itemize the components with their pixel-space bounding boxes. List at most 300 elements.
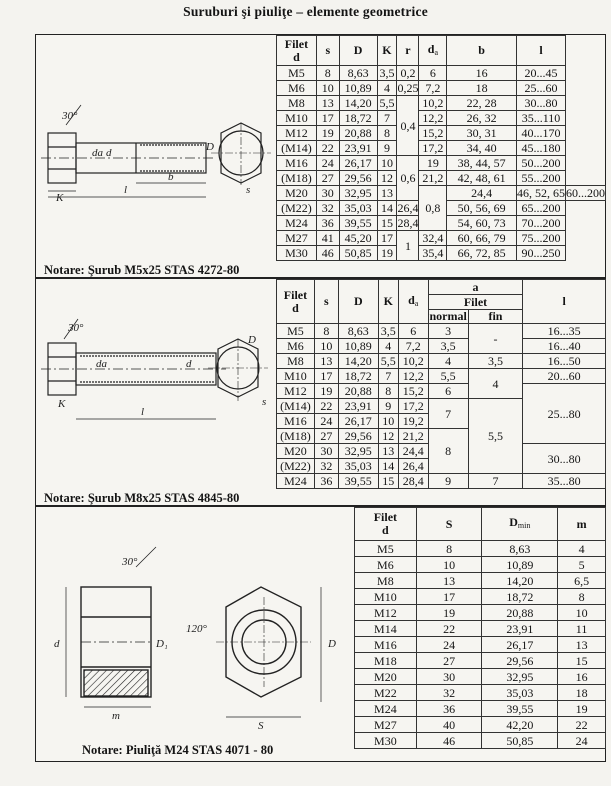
cell-l: 70...200 [516,216,565,231]
cell-S: 8 [416,541,482,557]
cell-S: 36 [416,701,482,717]
cell-K: 13 [377,186,397,201]
cell-s: 24 [314,414,338,429]
cell-l: 90...250 [516,246,565,261]
cell-r: 0,2 [397,66,419,81]
cell-a-fin: 3,5 [468,354,523,369]
d-outer-label: D [206,141,214,153]
cell-a-normal: 5,5 [428,369,468,384]
cell-s: 24 [316,156,339,171]
cell-D: 29,56 [339,171,377,186]
cell-filet: M8 [277,354,315,369]
cell-l: 30...80 [523,444,606,474]
col-r: r [397,36,419,66]
table-row [355,717,606,733]
table-row [355,701,606,717]
cell-filet: M30 [277,246,317,261]
cell-da: 28,4 [397,216,419,230]
cell-D: 14,20 [338,354,378,369]
cell-filet: M8 [277,96,317,111]
cell-l: 30...80 [516,96,565,111]
cell-D: 39,55 [339,216,377,231]
cell-da: 17,2 [419,141,447,156]
cell-da: 7,2 [398,339,428,354]
cell-m: 6,5 [558,573,606,589]
cell-r: 0,6 [397,156,419,201]
cell-s: 13 [314,354,338,369]
cell-m: 16 [558,669,606,685]
cell-Dmin: 14,20 [482,573,558,589]
cell-a-normal: 3 [428,324,468,339]
k-label: K [58,398,66,410]
col-filet: Filet d [277,36,317,66]
cell-K: 3,5 [378,324,398,339]
cell-da: 10,2 [419,96,447,111]
cell-K: 8 [378,384,398,399]
cell-a-fin: 7 [468,474,523,489]
cell-b: 18 [447,81,517,96]
cell-filet: M6 [277,339,315,354]
cell-Dmin: 26,17 [482,637,558,653]
cell-a-fin: - [468,324,523,354]
cell-da: 10,2 [398,354,428,369]
nut-table [354,507,606,749]
cell-D: 26,17 [338,414,378,429]
cell-l: 20...60 [523,369,606,384]
cell-filet: M20 [277,444,315,459]
cell-filet: M5 [277,324,315,339]
cell-filet: M16 [355,637,417,653]
cell-l: 35...80 [523,474,606,489]
cell-S: 17 [416,589,482,605]
cell-filet: M5 [277,66,317,81]
cell-b: 46, 52, 65 [516,186,565,200]
cell-D: 20,88 [338,384,378,399]
bolt-1-table [276,35,606,261]
col-D: D [339,36,377,66]
cell-K: 15 [377,216,397,231]
table-row [355,541,606,557]
cell-K: 14 [377,201,397,216]
d-outer-label: D [328,638,336,650]
da-label: da [92,147,103,159]
table-row [277,171,606,186]
cell-m: 11 [558,621,606,637]
cell-K: 4 [377,81,397,96]
bolt-2-table [276,279,606,489]
cell-filet: M12 [277,126,317,141]
cell-b: 34, 40 [447,141,517,156]
cell-s: 30 [314,444,338,459]
cell-Dmin: 8,63 [482,541,558,557]
cell-l: 45...180 [516,141,565,156]
cell-s: 19 [316,126,339,141]
table-row [277,186,606,201]
bolt-full-thread-panel [35,278,606,506]
cell-D: 10,89 [338,339,378,354]
col-filet: Filet d [355,508,417,541]
cell-m: 19 [558,701,606,717]
cell-da: 6 [398,324,428,339]
cell-da: 21,2 [398,429,428,444]
cell-D: 32,95 [339,186,377,201]
da-label: da [96,358,107,370]
cell-s: 27 [314,429,338,444]
cell-m: 22 [558,717,606,733]
cell-filet: M16 [277,156,317,171]
cell-D: 32,95 [338,444,378,459]
cell-filet: M30 [355,733,417,749]
table-row [277,246,606,261]
col-normal: normal [429,309,467,323]
cell-K: 5,5 [378,354,398,369]
cell-D: 39,55 [338,474,378,489]
cell-K: 12 [378,429,398,444]
cell-m: 8 [558,589,606,605]
k-label: K [56,192,64,204]
cell-l: 75...200 [516,231,565,246]
cell-K: 8 [377,126,397,141]
cell-l: 20...45 [516,66,565,81]
m-label: m [112,710,120,722]
cell-b: 30, 31 [447,126,517,141]
cell-da: 35,4 [419,246,447,261]
cell-l: 60...200 [566,186,605,200]
cell-l: 25...60 [516,81,565,96]
cell-S: 32 [416,685,482,701]
cell-l: 16...35 [523,324,606,339]
cell-filet: M20 [355,669,417,685]
col-K: K [377,36,397,66]
cell-s: 8 [316,66,339,81]
l-label: l [141,406,145,418]
col-m: m [558,508,606,541]
cell-b: 54, 60, 73 [447,216,517,231]
cell-s: 8 [314,324,338,339]
col-l: l [516,36,565,66]
cell-da: 32,4 [419,231,447,246]
cell-filet: (M22) [277,201,317,216]
cell-K: 10 [378,414,398,429]
b-label: b [168,171,174,183]
cell-D: 29,56 [338,429,378,444]
cell-filet: M6 [277,81,317,96]
cell-S: 10 [416,557,482,573]
cell-s: 41 [316,231,339,246]
cell-filet: M12 [355,605,417,621]
table-row [355,589,606,605]
col-filet: Filet d [277,280,315,324]
cell-da: 12,2 [398,369,428,384]
cell-Dmin: 18,72 [482,589,558,605]
cell-l: 25...80 [523,384,606,444]
col-D: D [338,280,378,324]
table-row [277,141,606,156]
cell-s: 17 [314,369,338,384]
cell-D: 26,17 [339,156,377,171]
table-row [277,474,606,489]
cell-filet: M24 [277,216,317,231]
cell-filet: M5 [355,541,417,557]
cell-filet: M24 [277,474,315,489]
cell-filet: M14 [355,621,417,637]
col-s: s [314,280,338,324]
cell-filet: M22 [355,685,417,701]
cell-filet: M20 [277,186,317,201]
cell-m: 24 [558,733,606,749]
cell-l: 40...170 [516,126,565,141]
cell-D: 20,88 [339,126,377,141]
angle-label: 30° [122,556,138,568]
cell-da: 19,2 [398,414,428,429]
cell-D: 8,63 [338,324,378,339]
cell-filet: M12 [277,384,315,399]
bolt-hex-panel [35,34,606,278]
angle-120-label: 120° [186,623,207,635]
cell-filet: M27 [277,231,317,246]
cell-s: 22 [316,141,339,156]
col-b: b [447,36,517,66]
cell-S: 13 [416,573,482,589]
cell-s: 27 [316,171,339,186]
table-row [277,111,606,126]
cell-l: 16...40 [523,339,606,354]
cell-K: 5,5 [377,96,397,111]
cell-m: 18 [558,685,606,701]
col-s: s [316,36,339,66]
cell-da: 7,2 [419,81,447,96]
cell-filet: (M18) [277,171,317,186]
cell-S: 27 [416,653,482,669]
cell-l: 35...110 [516,111,565,126]
cell-s: 36 [314,474,338,489]
cell-a-normal: 3,5 [428,339,468,354]
cell-da: 15,2 [419,126,447,141]
table-row [277,354,606,369]
cell-s: 17 [316,111,339,126]
cell-S: 19 [416,605,482,621]
angle-label: 30° [68,322,84,334]
cell-m: 10 [558,605,606,621]
cell-S: 24 [416,637,482,653]
notare-bolt-2: Notare: Şurub M8x25 STAS 4845-80 [44,491,240,505]
cell-filet: M24 [355,701,417,717]
table-row [355,605,606,621]
col-fin: fin [468,310,523,324]
cell-K: 19 [377,246,397,261]
cell-D: 35,03 [338,459,378,474]
cell-da: 24,4 [398,444,428,459]
cell-D: 50,85 [339,246,377,261]
table-row [355,557,606,573]
col-Dmin: $D_{min}$ [482,508,558,541]
cell-s: 46 [316,246,339,261]
cell-da: 6 [419,66,447,81]
cell-da: 17,2 [398,399,428,414]
cell-b: 42, 48, 61 [447,171,517,186]
cell-filet: M16 [277,414,315,429]
table-row [277,126,606,141]
cell-K: 3,5 [377,66,397,81]
col-da: $d_a$ [398,280,428,324]
cell-s: 10 [314,339,338,354]
cell-b: 26, 32 [447,111,517,126]
cell-Dmin: 32,95 [482,669,558,685]
cell-da: 12,2 [419,111,447,126]
cell-b: 50, 56, 69 [447,201,517,216]
cell-K: 13 [378,444,398,459]
cell-m: 15 [558,653,606,669]
cell-K: 7 [377,111,397,126]
cell-b: 16 [447,66,517,81]
cell-b: 66, 72, 85 [447,246,517,261]
cell-b: 22, 28 [447,96,517,111]
cell-filet: M10 [277,369,315,384]
d-label: d [186,358,192,370]
cell-Dmin: 23,91 [482,621,558,637]
cell-K: 15 [378,474,398,489]
cell-a-fin: 5,5 [468,399,523,474]
table-row [355,621,606,637]
cell-s: 32 [316,201,339,216]
s-label: S [258,720,264,732]
table-row [277,66,606,81]
page-title: Suruburi şi piuliţe – elemente geometrice [183,4,428,19]
d1-label: D₁ [156,638,168,650]
cell-l: 55...200 [516,171,565,186]
cell-D: 23,91 [338,399,378,414]
cell-s: 30 [316,186,339,201]
cell-D: 14,20 [339,96,377,111]
cell-a-normal: 8 [428,429,468,474]
cell-l: 50...200 [516,156,565,171]
d-outer-label: D [248,334,256,346]
full-thread-bolt-drawing [36,279,276,479]
col-a: a [428,280,523,295]
table-row [277,96,606,111]
table-row [355,573,606,589]
col-S: S [416,508,482,541]
table-row [277,81,606,96]
cell-filet: (M14) [277,399,315,414]
cell-da: 26,4 [397,201,419,215]
cell-s: 22 [314,399,338,414]
hex-bolt-drawing [36,35,276,255]
table-row [355,685,606,701]
cell-da: 19 [419,156,447,171]
cell-da: 26,4 [398,459,428,474]
cell-a-normal: 9 [428,474,468,489]
cell-filet: (M18) [277,429,315,444]
col-a-filet: Filet [428,295,523,310]
cell-D: 23,91 [339,141,377,156]
cell-S: 30 [416,669,482,685]
cell-da: 15,2 [398,384,428,399]
cell-da: 21,2 [419,171,447,186]
cell-D: 18,72 [338,369,378,384]
cell-a-normal: 4 [428,354,468,369]
table-row [355,637,606,653]
cell-b: 38, 44, 57 [447,156,517,171]
l-label: l [124,184,128,196]
cell-Dmin: 20,88 [482,605,558,621]
table-row [277,339,606,354]
d-label: d [54,638,60,650]
cell-Dmin: 42,20 [482,717,558,733]
col-K: K [378,280,398,324]
table-row [355,653,606,669]
table-row [355,669,606,685]
table-row [277,156,606,171]
cell-K: 9 [378,399,398,414]
cell-Dmin: 50,85 [482,733,558,749]
cell-s: 36 [316,216,339,231]
col-da: $d_a$ [419,36,447,66]
table-row [277,384,606,399]
cell-filet: M18 [355,653,417,669]
cell-S: 40 [416,717,482,733]
cell-r: 0,8 [419,186,447,231]
d-label: d [106,147,112,159]
cell-a-normal: 6 [428,384,468,399]
angle-label: 30° [62,110,78,122]
cell-Dmin: 39,55 [482,701,558,717]
cell-filet: M27 [355,717,417,733]
cell-S: 22 [416,621,482,637]
cell-K: 17 [377,231,397,246]
cell-da: 24,4 [447,186,517,201]
cell-S: 46 [416,733,482,749]
cell-Dmin: 35,03 [482,685,558,701]
cell-Dmin: 10,89 [482,557,558,573]
cell-s: 13 [316,96,339,111]
cell-K: 14 [378,459,398,474]
s-label: s [262,396,267,408]
cell-D: 45,20 [339,231,377,246]
table-row [277,231,606,246]
cell-filet: M6 [355,557,417,573]
table-row [277,369,606,384]
cell-m: 13 [558,637,606,653]
cell-a-fin: 4 [468,369,523,399]
cell-l: 16...50 [523,354,606,369]
cell-r: 0,25 [397,81,419,95]
table-row [355,733,606,749]
table-row [277,324,606,339]
cell-r: 1 [397,231,419,261]
cell-m: 5 [558,557,606,573]
cell-a-normal: 7 [428,399,468,429]
cell-b: 60, 66, 79 [447,231,517,246]
cell-filet: (M14) [277,141,317,156]
cell-filet: M10 [355,589,417,605]
cell-filet: M10 [277,111,317,126]
cell-s: 10 [316,81,339,96]
cell-D: 8,63 [339,66,377,81]
cell-da: 28,4 [398,474,428,489]
col-l: l [523,280,606,324]
cell-K: 12 [377,171,397,186]
cell-s: 32 [314,459,338,474]
cell-D: 35,03 [339,201,377,216]
s-label: s [246,184,251,196]
cell-K: 10 [377,156,397,171]
cell-filet: (M22) [277,459,315,474]
nut-panel [35,506,606,762]
notare-nut: Notare: Piuliţă M24 STAS 4071 - 80 [82,743,274,757]
cell-s: 19 [314,384,338,399]
cell-m: 4 [558,541,606,557]
